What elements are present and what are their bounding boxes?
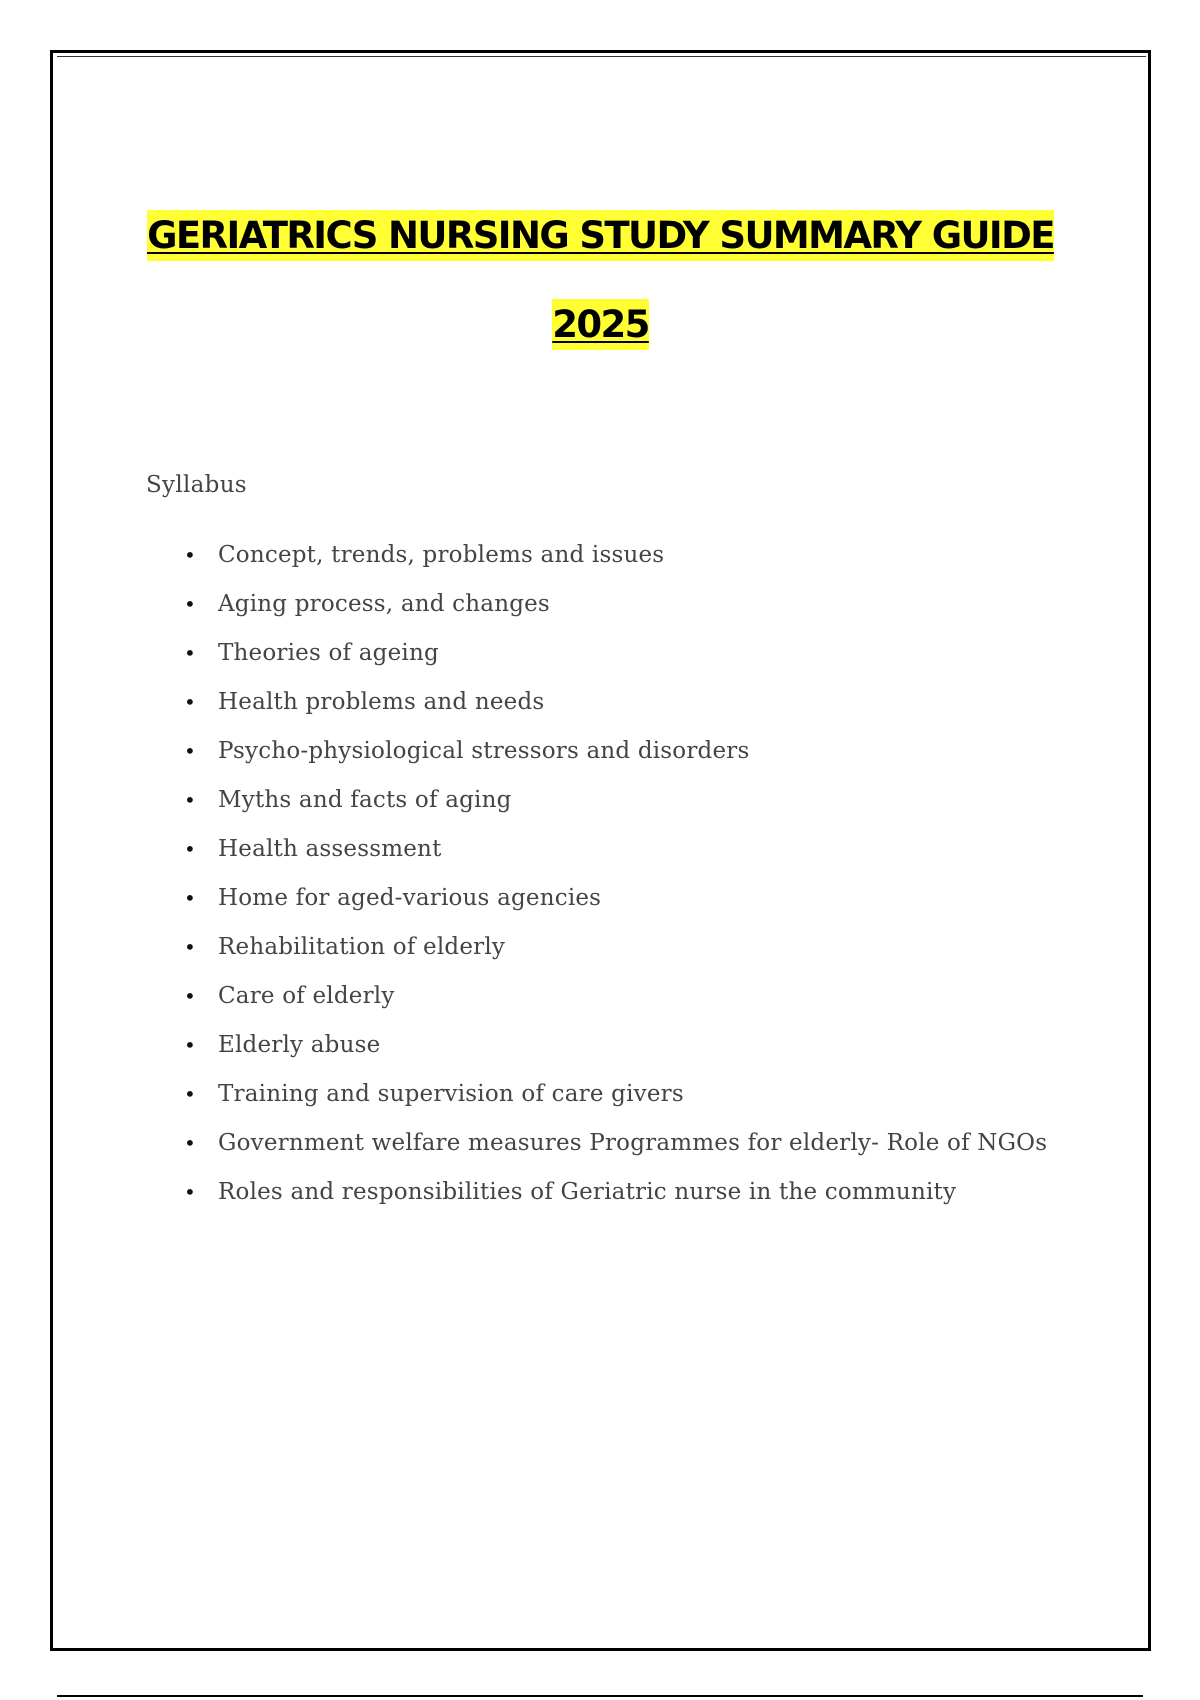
- list-item-text: Health problems and needs: [218, 689, 545, 715]
- bullet-icon: •: [184, 1131, 196, 1155]
- list-item: [184, 1119, 1055, 1168]
- bullet-icon: •: [184, 1180, 196, 1204]
- list-item-text: Concept, trends, problems and issues: [218, 542, 665, 568]
- bullet-icon: •: [184, 739, 196, 763]
- list-item: [184, 629, 1055, 678]
- bullet-icon: •: [184, 788, 196, 812]
- list-item: [184, 972, 1055, 1021]
- list-item: [184, 776, 1055, 825]
- syllabus-list: [184, 531, 1055, 1217]
- list-item-text: Theories of ageing: [218, 640, 439, 666]
- list-item: [184, 923, 1055, 972]
- list-item: [184, 727, 1055, 776]
- footer-rule: [57, 1695, 1143, 1697]
- list-item-text: Aging process, and changes: [218, 591, 550, 617]
- list-item: [184, 1168, 1055, 1217]
- bullet-icon: •: [184, 592, 196, 616]
- list-item: [184, 874, 1055, 923]
- list-item-text: Myths and facts of aging: [218, 787, 512, 813]
- bullet-icon: •: [184, 690, 196, 714]
- bullet-icon: •: [184, 1033, 196, 1057]
- bullet-icon: •: [184, 935, 196, 959]
- bullet-icon: •: [184, 1082, 196, 1106]
- list-item: [184, 825, 1055, 874]
- list-item: [184, 580, 1055, 629]
- list-item: [184, 531, 1055, 580]
- syllabus-heading: Syllabus: [146, 472, 247, 498]
- list-item-text: Training and supervision of care givers: [218, 1081, 684, 1107]
- list-item-text: Care of elderly: [218, 983, 395, 1009]
- list-item-text: Home for aged-various agencies: [218, 885, 602, 911]
- bullet-icon: •: [184, 641, 196, 665]
- bullet-icon: •: [184, 543, 196, 567]
- list-item: [184, 678, 1055, 727]
- list-item-text: Rehabilitation of elderly: [218, 934, 506, 960]
- bullet-icon: •: [184, 837, 196, 861]
- document-title-line1: GERIATRICS NURSING STUDY SUMMARY GUIDE: [147, 210, 1054, 261]
- list-item: [184, 1021, 1055, 1070]
- bullet-icon: •: [184, 886, 196, 910]
- document-title-year: [50, 303, 1151, 346]
- bullet-icon: •: [184, 984, 196, 1008]
- document-title-line2: 2025: [552, 299, 649, 350]
- list-item-text: Psycho-physiological stressors and disorders: [218, 738, 750, 764]
- list-item-text: Roles and responsibilities of Geriatric nurse in the community: [218, 1179, 957, 1205]
- list-item-text: Government welfare measures Programmes for elderly- Role of NGOs: [218, 1130, 1048, 1156]
- list-item: [184, 1070, 1055, 1119]
- list-item-text: Health assessment: [218, 836, 442, 862]
- list-item-text: Elderly abuse: [218, 1032, 381, 1058]
- document-title: [50, 214, 1151, 257]
